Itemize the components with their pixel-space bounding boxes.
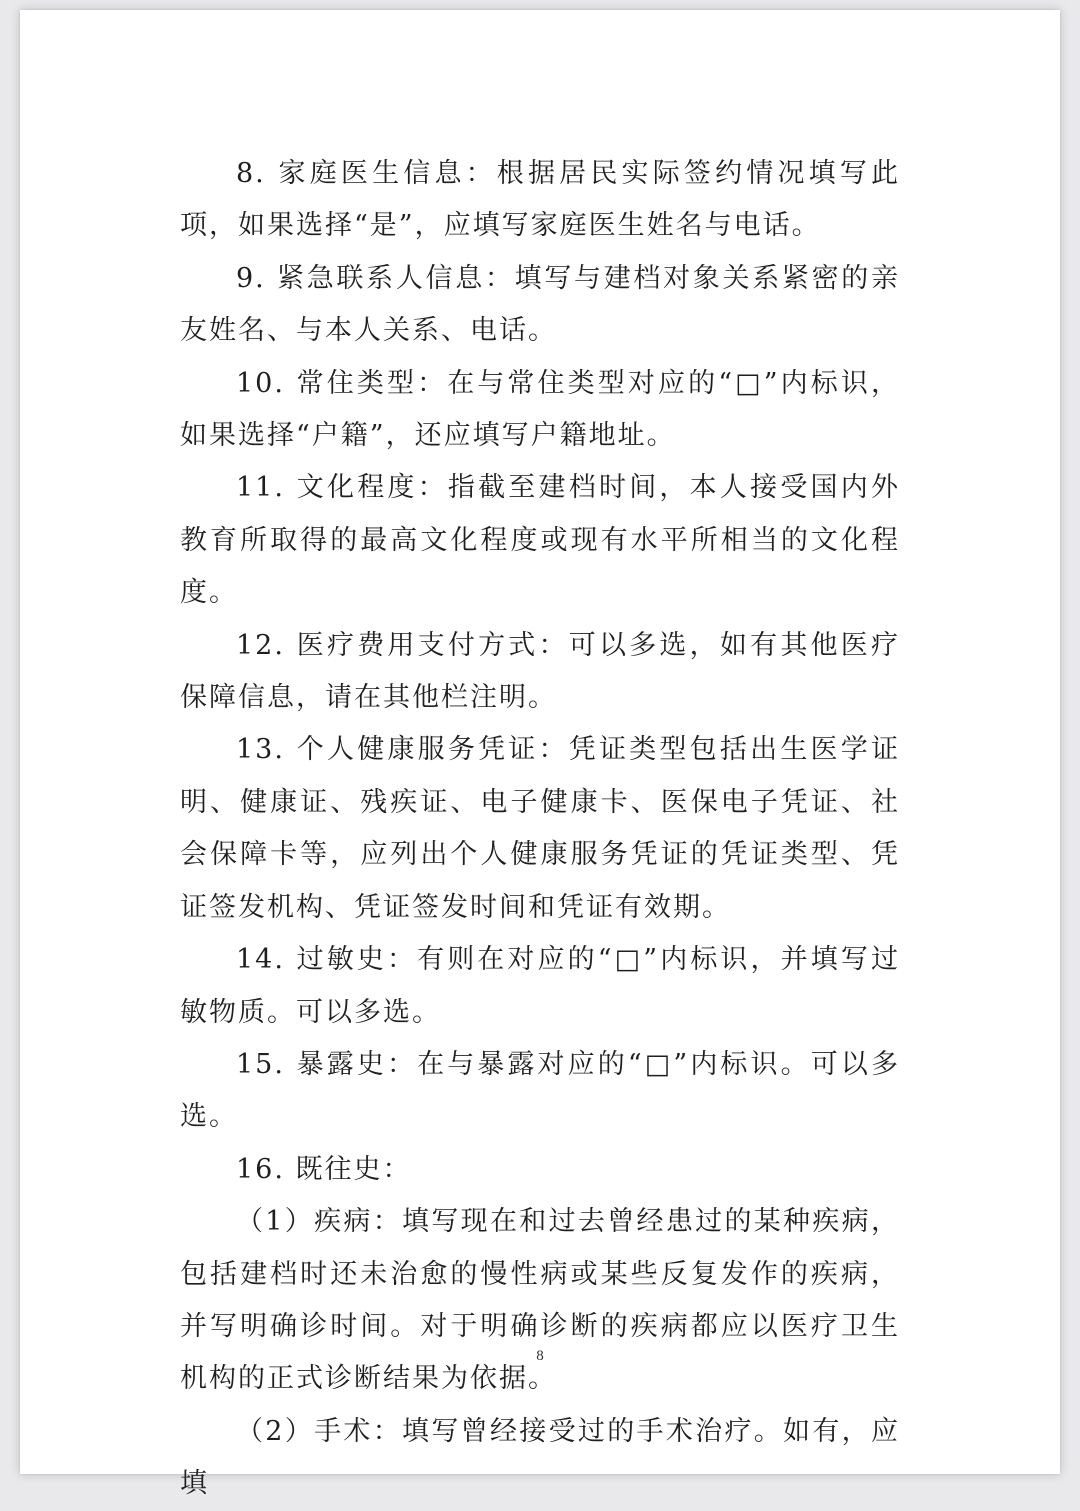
paragraph-item-8-family-doctor: 8. 家庭医生信息：根据居民实际签约情况填写此项，如果选择“是”，应填写家庭医生姓名与电话。: [180, 158, 900, 242]
paragraph-item-11-education: 11. 文化程度：指截至建档时间，本人接受国内外教育所取得的最高文化程度或现有水平所相当的文化程度。: [180, 472, 900, 609]
paragraph-item-12-payment-method: 12. 医疗费用支付方式：可以多选，如有其他医疗保障信息，请在其他栏注明。: [180, 629, 900, 714]
paragraph-sub-surgery: （2）手术：填写曾经接受过的手术治疗。如有，应填: [180, 1415, 900, 1500]
paragraph-item-14-allergy-history: 14. 过敏史：有则在对应的“□”内标识，并填写过敏物质。可以多选。: [180, 944, 900, 1028]
paragraph-item-13-health-credential: 13. 个人健康服务凭证：凭证类型包括出生医学证明、健康证、残疾证、电子健康卡、医保电子凭证、社会保障卡等，应列出个人健康服务凭证的凭证类型、凭证签发机构、凭证签发时间和凭证有效期。: [180, 734, 900, 923]
paragraph-sub-disease: （1）疾病：填写现在和过去曾经患过的某种疾病，包括建档时还未治愈的慢性病或某些反复发作的疾病，并写明确诊时间。对于明确诊断的疾病都应以医疗卫生机构的正式诊断结果为依据。: [180, 1206, 900, 1395]
paragraph-item-16-past-history: 16. 既往史：: [236, 1153, 412, 1185]
paragraph-item-9-emergency-contact: 9. 紧急联系人信息：填写与建档对象关系紧密的亲友姓名、与本人关系、电话。: [180, 262, 900, 347]
document-page: [20, 10, 1060, 1500]
document-body: [180, 148, 900, 1511]
paragraph-item-15-exposure-history: 15. 暴露史：在与暴露对应的“□”内标识。可以多选。: [180, 1048, 900, 1133]
paragraph-item-10-residence-type: 10. 常住类型：在与常住类型对应的“□”内标识，如果选择“户籍”，还应填写户籍地址。: [180, 367, 900, 452]
page-number: 8: [536, 1348, 544, 1364]
